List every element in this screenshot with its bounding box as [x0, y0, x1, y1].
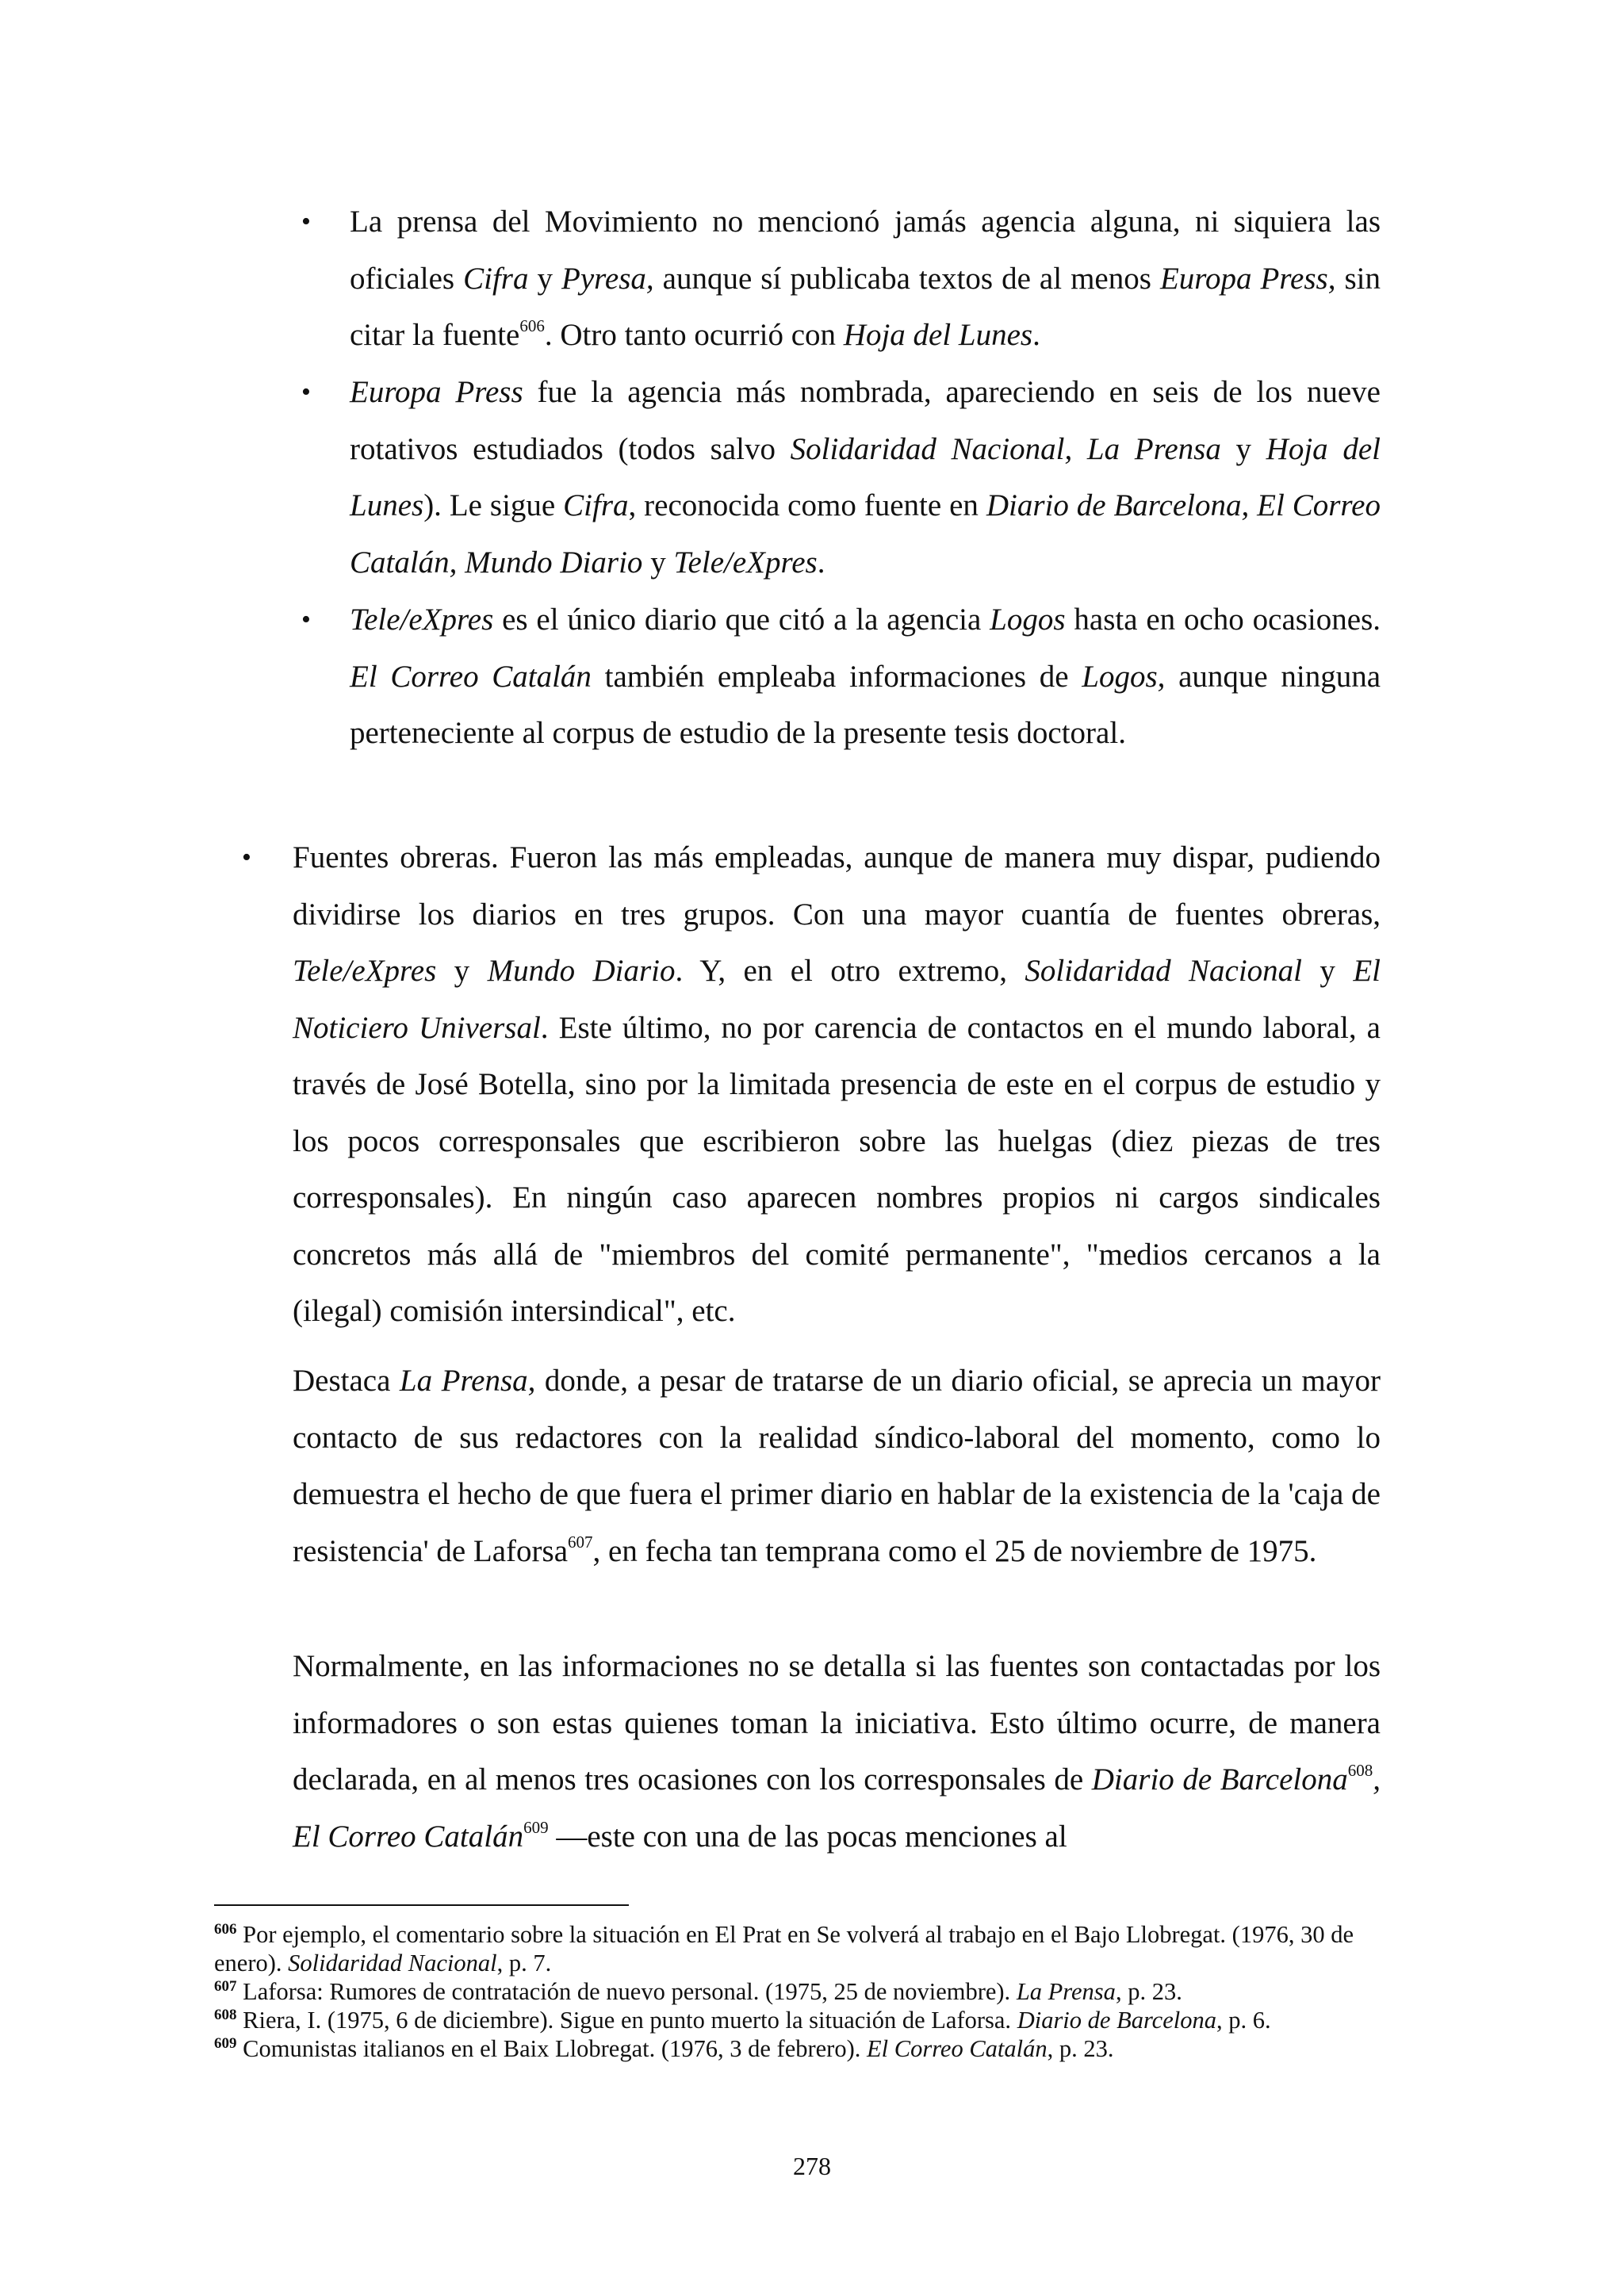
text-run: .	[1032, 318, 1040, 352]
text-run: Fuentes obreras. Fueron las más empleadas, aunque de manera muy dispar, pudiendo dividirse los diarios en tres grupos. Con una mayor cuantía de fuentes obreras,	[293, 840, 1381, 932]
footnote-number: 608	[214, 2007, 237, 2023]
italic-run: El Noticiero Universal	[293, 954, 1381, 1045]
text-run: .	[817, 545, 825, 580]
text-run: hasta en ocho ocasiones.	[1065, 603, 1381, 637]
text-run: . Otro tanto ocurrió con	[544, 318, 844, 352]
text-run: —este con una de las pocas menciones al	[548, 1819, 1067, 1854]
sub-list-item-agencias-movimiento	[350, 193, 1381, 364]
footnote-separator	[214, 1904, 629, 1906]
text-run: . Este último, no por carencia de contactos en el mundo laboral, a través de José Botella, sino por la limitada presencia de este en el corpus de estudio y los pocos corresponsales que escribieron sobre las huelgas (diez piezas de tres corresponsales). En ningún caso aparecen nombres propios ni cargos sindicales concretos más allá de "miembros del comité permanente", "medios cercanos a la (ilegal) comisión intersindical", etc.	[293, 1010, 1381, 1328]
italic-run: Pyresa,	[561, 261, 654, 296]
text-run: La prensa del Movimiento no mencionó jamás agencia alguna, ni siquiera las oficiales	[350, 205, 1381, 296]
footnote-number: 606	[214, 1921, 237, 1938]
italic-run: Solidaridad Nacional	[1025, 954, 1303, 988]
text-run: , p. 23.	[1047, 2035, 1114, 2062]
bullet-marker: •	[301, 377, 311, 407]
footnote-606	[214, 1920, 1381, 1977]
text-run: Riera, I. (1975, 6 de diciembre). Sigue en punto muerto la situación de Laforsa.	[236, 2007, 1017, 2034]
text-run: y	[1302, 954, 1354, 988]
page-number: 278	[793, 2152, 831, 2180]
text-run: aunque ninguna perteneciente al corpus de estudio de la presente tesis doctoral.	[350, 659, 1381, 750]
paragraph-la-prensa	[293, 1353, 1381, 1579]
italic-run: Diario de Barcelona	[1091, 1762, 1348, 1797]
sub-list-item-europa-press	[350, 364, 1381, 591]
text-run: y	[528, 261, 562, 296]
text-run: , p. 6.	[1216, 2007, 1271, 2034]
text-run: Destaca	[293, 1364, 400, 1398]
footnote-number: 607	[214, 1978, 237, 1995]
text-run: donde, a pesar de tratarse de un diario oficial, se aprecia un mayor contacto de sus redactores con la realidad síndico-laboral del momento, como lo demuestra el hecho de que fuera el primer diario en hablar de la existencia de la 'caja de resistencia' de Laforsa	[293, 1364, 1381, 1568]
text-run: y	[642, 545, 674, 580]
bullet-marker: •	[242, 843, 251, 872]
italic-run: Europa Press,	[1159, 261, 1336, 296]
footnotes	[214, 1920, 1381, 2063]
footnote-reference: 609	[523, 1817, 549, 1837]
bullet-marker: •	[301, 605, 311, 634]
footnote-number: 609	[214, 2035, 237, 2052]
italic-run: La Prensa,	[399, 1364, 536, 1398]
list-item-fuentes-obreras	[293, 829, 1381, 1340]
italic-run: Hoja del Lunes	[350, 431, 1381, 522]
text-run: , p. 7.	[496, 1950, 552, 1976]
text-run: es el único diario que citó a la agencia	[493, 603, 990, 637]
text-run: y	[436, 954, 488, 988]
paragraph-normalmente	[293, 1638, 1381, 1865]
italic-run: El Correo Catalán	[867, 2035, 1048, 2062]
italic-run: Tele/eXpres	[673, 545, 818, 580]
italic-run: Logos	[990, 603, 1066, 637]
text-run: Normalmente, en las informaciones no se detalla si las fuentes son contactadas por los informadores o son estas quienes toman la iniciativa. Esto último ocurre, de manera declarada, en al menos tres ocasiones con los corresponsales de	[293, 1649, 1381, 1797]
footnote-608	[214, 2006, 1381, 2034]
text-run: , en fecha tan temprana como el 25 de noviembre de 1975.	[592, 1533, 1317, 1568]
italic-run: La Prensa	[1016, 1978, 1116, 2005]
sub-list-item-logos	[350, 591, 1381, 762]
italic-run: Cifra	[463, 261, 529, 296]
italic-run: , El Correo Catalán	[293, 1762, 1381, 1854]
text-run: , p. 23.	[1115, 1978, 1182, 2005]
footnote-607	[214, 1977, 1381, 2006]
footnote-reference: 607	[568, 1532, 593, 1552]
italic-run: Solidaridad Nacional	[288, 1950, 497, 1976]
text-run: fue la agencia más nombrada, apareciendo en seis de los nueve rotativos estudiados (todos salvo	[350, 375, 1381, 466]
italic-run: Cifra	[563, 488, 629, 522]
footnote-reference: 606	[519, 316, 545, 335]
text-run: también empleaba informaciones de	[591, 659, 1082, 694]
bullet-marker: •	[301, 207, 311, 236]
text-run: , reconocida como fuente en	[628, 488, 986, 522]
italic-run: Tele/eXpres	[293, 954, 437, 988]
italic-run: Diario de Barcelona	[1017, 2007, 1216, 2034]
text-run: Por ejemplo, el comentario sobre la situación en El Prat en Se volverá al trabajo en el Bajo Llobregat. (1976, 30 de enero).	[214, 1921, 1354, 1976]
italic-run: Logos,	[1082, 659, 1166, 694]
italic-run: Hoja del Lunes	[843, 318, 1033, 352]
text-run: y	[1220, 431, 1266, 466]
text-run: ). Le sigue	[423, 488, 564, 522]
text-run: sin citar la fuente	[350, 261, 1381, 352]
text-run: Laforsa: Rumores de contratación de nuevo personal. (1975, 25 de noviembre).	[236, 1978, 1017, 2005]
italic-run: Diario de Barcelona, El Correo Catalán, Mundo Diario	[350, 488, 1381, 580]
italic-run: Tele/eXpres	[350, 603, 494, 637]
footnote-reference: 608	[1347, 1761, 1373, 1780]
italic-run: El Correo Catalán	[350, 659, 592, 694]
text-run: . Y, en el otro extremo,	[675, 954, 1025, 988]
footnote-609	[214, 2034, 1381, 2063]
italic-run: Europa Press	[350, 375, 523, 409]
text-run: aunque sí publicaba textos de al menos	[653, 261, 1160, 296]
italic-run: Mundo Diario	[487, 954, 676, 988]
text-run: Comunistas italianos en el Baix Llobregat. (1976, 3 de febrero).	[236, 2035, 867, 2062]
italic-run: Solidaridad Nacional, La Prensa	[790, 431, 1221, 466]
